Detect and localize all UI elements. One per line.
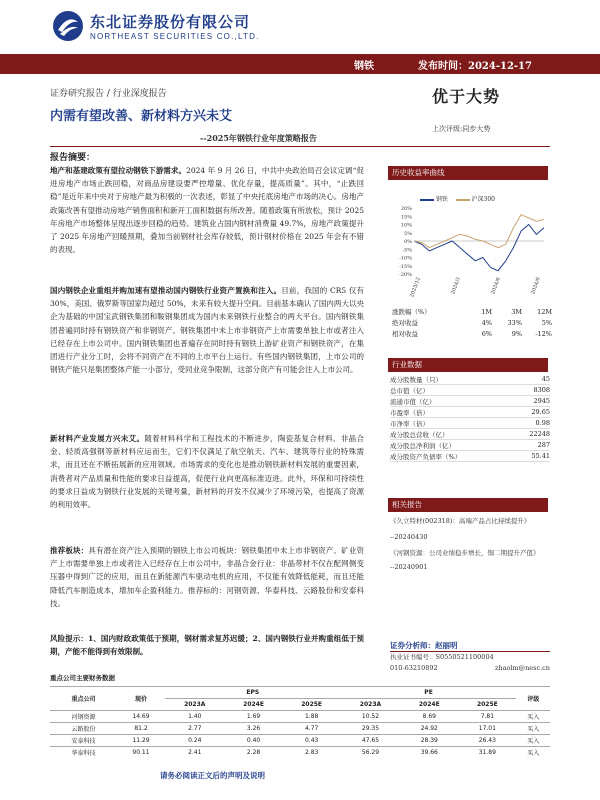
- y-tick-label: 0%: [404, 239, 412, 245]
- analyst-name: 证券分析师：赵丽明: [390, 640, 550, 652]
- report-subtitle: --2025年钢铁行业年度策略报告: [200, 133, 317, 143]
- perf-table: [392, 306, 552, 339]
- table-cell: 0.24: [165, 735, 225, 747]
- table-cell: 0.43: [283, 735, 341, 747]
- risk-text: 1、国内财政政策低于预期，钢材需求复苏迟缓；2、国内钢铁行业并购重组低于预期，产能不能得到有效限制。: [50, 634, 364, 657]
- legend-hs300: 沪深300: [471, 196, 495, 203]
- analyst-cert: 执业证书编号：S0550521100004: [390, 653, 494, 661]
- perf-col-label: 涨跌幅（%）: [392, 308, 431, 316]
- company-logo: [52, 6, 292, 46]
- table-cell: 90.11: [117, 747, 165, 759]
- perf-row: [392, 317, 552, 328]
- company-name-en: NORTHEAST SECURITIES CO.,LTD.: [90, 32, 260, 41]
- risk-warning: [50, 632, 364, 660]
- year-cell: 2023A: [165, 699, 225, 711]
- paragraph-2-lead: 国内钢铁企业重组并购加速有望推动国内钢铁行业资产置换和注入。: [50, 286, 282, 295]
- table-cell: 1.69: [225, 711, 283, 723]
- overview-key: 成分股资产负债率（%）: [390, 452, 462, 461]
- analyst-phone: 010-63210892: [390, 664, 438, 672]
- perf-cell: 5%: [541, 318, 552, 327]
- table-cell: 买入: [516, 711, 550, 723]
- table-cell: 14.69: [117, 711, 165, 723]
- overview-row: [390, 429, 550, 440]
- table-cell: 2.41: [165, 747, 225, 759]
- chart-legend: [420, 194, 495, 203]
- paragraph-3-lead: 新材料产业发展方兴未艾。: [50, 434, 145, 443]
- series-line-沪深300: [414, 215, 544, 248]
- year-cell: 2023A: [341, 699, 401, 711]
- y-tick-label: 5%: [404, 230, 412, 237]
- table-header-row: [50, 687, 550, 699]
- breadcrumb: 证券研究报告 / 行业深度报告: [50, 89, 167, 99]
- col-price: 现价: [117, 687, 165, 711]
- y-tick-label: -5%: [402, 247, 412, 254]
- perf-cell: 4%: [481, 318, 492, 327]
- overview-key: 成分股数量（只）: [390, 375, 442, 384]
- related-report-link[interactable]: 《河钢资源：公司业绩稳步增长，铜二期提升产值》: [390, 549, 540, 557]
- table-cell: 47.65: [341, 735, 401, 747]
- table-cell: 7.81: [458, 711, 516, 723]
- table-cell: 2.77: [165, 723, 225, 735]
- overview-row: [390, 407, 550, 418]
- analyst-info: [390, 640, 550, 674]
- table-cell: 26.43: [458, 735, 516, 747]
- col-company: 重点公司: [50, 687, 117, 711]
- overview-value: 45: [541, 375, 550, 383]
- analyst-email[interactable]: zhaolm@nesc.cn: [494, 664, 550, 672]
- y-tick-label: -15%: [399, 263, 412, 270]
- y-tick-label: 15%: [400, 214, 412, 221]
- divider: [50, 146, 550, 147]
- summary-heading: 报告摘要：: [50, 153, 96, 163]
- paragraph-3: [50, 432, 364, 540]
- table-cell: 10.52: [341, 711, 401, 723]
- table-cell: 31.89: [458, 747, 516, 759]
- table-cell: 买入: [516, 747, 550, 759]
- x-tick-label: 2024/9: [530, 276, 542, 296]
- table-cell: 安泰科技: [50, 735, 117, 747]
- table-cell: 17.01: [458, 723, 516, 735]
- history-return-chart: [388, 204, 548, 300]
- perf-col: 1M: [481, 307, 492, 316]
- overview-value: 0.98: [535, 419, 550, 427]
- overview-key: 市净率（倍）: [390, 419, 429, 428]
- perf-col: 3M: [511, 307, 522, 316]
- x-tick-label: 2023/12: [409, 276, 422, 299]
- perf-row: [392, 328, 552, 339]
- legend-swatch-steel: [420, 199, 434, 201]
- overview-key: 成分股总净利润（亿）: [390, 441, 455, 450]
- overview-row: [390, 374, 550, 385]
- perf-header: [392, 306, 552, 317]
- table-cell: 0.40: [225, 735, 283, 747]
- series-line-钢铁: [414, 225, 544, 271]
- overview-key: 成分股总营收（亿）: [390, 430, 449, 439]
- paragraph-3-body: 随着材料科学和工程技术的不断进步，陶瓷基复合材料、非晶合金、轻质高强钢等新材料应运而生，它们不仅满足了航空航天、汽车、建筑等行业的特殊需求，而且还在不断拓展新的应用领域。市场需求的变化也是推动钢铁新材料发展的重要因素，消费者对产品质量和性能的要求日益提高，促使行业向更高标准迈进。此外，环保和可持续性的要求日益成为钢铁行业发展的关键考量，新材料的开发不仅减少了环境污染，也提高了资源的利用效率。: [50, 434, 364, 510]
- table-row: [50, 747, 550, 759]
- table-cell: 云路股份: [50, 723, 117, 735]
- company-name-cn: 东北证券股份有限公司: [90, 13, 251, 31]
- col-eps: EPS: [165, 687, 341, 699]
- year-cell: 2025E: [283, 699, 341, 711]
- table-cell: 24.92: [400, 723, 458, 735]
- overview-key: 流通市值（亿）: [390, 397, 436, 406]
- report-title: 内需有望改善、新材料方兴未艾: [50, 109, 233, 124]
- table-cell: 买入: [516, 735, 550, 747]
- paragraph-4-lead: 推荐板块：: [50, 546, 89, 555]
- overview-value: 8308: [533, 386, 550, 394]
- legend-steel: 钢铁: [435, 196, 448, 203]
- paragraph-1-body: 2024 年 9 月 26 日，中共中央政治局召会议定调“促进房地产市场止跌回稳，对商品房建设要严控增量、优化存量，提高质量”。其中，“止跌回稳”是近年来中央对于房地产最为积极的一次表述，彰显了中央托底房地产市场的决心。房地产政策改善有望推动房地产销售面积和新开工面积数据有所改善。随着政策有所放松，预计 2025 年房地产市场整体呈现出逐步回稳的趋势。建筑业占国内钢材消费量 49.7%，房地产政策提升了 2025 年房地产回暖预期，叠加当前钢材社会库存较低，预计钢材价格在 2025 年会有不错的表现。: [50, 166, 364, 255]
- industry-label: 钢铁: [354, 61, 374, 72]
- table-cell: 11.29: [117, 735, 165, 747]
- perf-cell: 绝对收益: [392, 319, 418, 327]
- year-cell: 2025E: [458, 699, 516, 711]
- y-tick-label: -20%: [399, 272, 412, 278]
- perf-cell: 相对收益: [392, 330, 418, 338]
- overview-value: 2945: [533, 397, 550, 405]
- legend-swatch-hs300: [456, 199, 470, 201]
- overview-value: 287: [537, 441, 550, 449]
- footer-disclaimer: 请务必阅读正文后的声明及说明: [160, 771, 265, 780]
- perf-cell: 33%: [507, 318, 522, 327]
- risk-label: 风险提示：: [50, 634, 88, 643]
- table-cell: 4.77: [283, 723, 341, 735]
- related-title: 相关报告: [388, 498, 548, 512]
- col-rating: 评级: [516, 687, 550, 711]
- y-tick-label: 20%: [400, 206, 412, 212]
- table-cell: 买入: [516, 723, 550, 735]
- table-row: [50, 723, 550, 735]
- overview-value: 22248: [529, 430, 550, 438]
- overview-row: [390, 385, 550, 396]
- overview-row: [390, 396, 550, 407]
- col-pe: PE: [341, 687, 517, 699]
- perf-col: 12M: [537, 307, 552, 316]
- financial-table: [50, 686, 550, 759]
- table-row: [50, 711, 550, 723]
- paragraph-1-lead: 地产和基建政策有望拉动钢铁下游需求。: [50, 166, 187, 175]
- year-cell: 2024E: [225, 699, 283, 711]
- table-cell: 华泰科技: [50, 747, 117, 759]
- table-cell: 3.26: [225, 723, 283, 735]
- overview-row: [390, 451, 550, 462]
- overview-value: 55.41: [531, 452, 550, 460]
- perf-cell: 9%: [511, 329, 522, 338]
- overview-key: 市盈率（倍）: [390, 408, 429, 417]
- paragraph-4-body: 具有潜在资产注入预期的钢铁上市公司板块：钢铁集团中未上市非钢资产、矿业资产上市需要单独上市或者注入已经存在上市公司中。非晶合金行业：非晶带材不仅在配网侧变压器中得到广泛的应用，而且在新能源汽车驱动电机的应用，不仅能有效降低能耗，而且还能降低汽车制造成本，增加车企盈利能力。推荐标的：河钢资源、华泰科技、云路股份和安泰科技。: [50, 546, 364, 608]
- x-tick-label: 2024/3: [450, 276, 462, 296]
- year-cell: 2024E: [400, 699, 458, 711]
- paragraph-1: [50, 164, 364, 272]
- overview-title: 行业数据: [388, 358, 548, 372]
- table-cell: 8.69: [400, 711, 458, 723]
- rating: 优于大势: [432, 87, 501, 106]
- publish-date: 发布时间：2024-12-17: [418, 61, 532, 72]
- table-cell: 56.29: [341, 747, 401, 759]
- table-cell: 28.39: [400, 735, 458, 747]
- related-report-link[interactable]: 《久立特材(002318)：高端产品占比持续提升》: [390, 517, 531, 525]
- overview-key: 总市值（亿）: [390, 386, 429, 395]
- table-caption: 重点公司主要财务数据: [50, 674, 115, 682]
- overview-row: [390, 440, 550, 451]
- overview-row: [390, 418, 550, 429]
- x-tick-label: 2024/6: [490, 276, 502, 296]
- related-reports: [390, 516, 550, 572]
- related-report-date: --20240901: [390, 563, 428, 571]
- table-cell: 1.40: [165, 711, 225, 723]
- related-report-date: --20240430: [390, 533, 428, 541]
- y-tick-label: -10%: [399, 255, 412, 262]
- perf-cell: -12%: [535, 329, 552, 338]
- paragraph-2: [50, 284, 364, 424]
- previous-rating: 上次评级:同步大势: [432, 125, 491, 133]
- analyst-contact: [390, 663, 550, 674]
- y-tick-label: 10%: [400, 222, 412, 229]
- perf-cell: 6%: [481, 329, 492, 338]
- table-cell: 2.28: [225, 747, 283, 759]
- paragraph-2-body: 目前，我国的 CR5 仅有 30%，美国、俄罗斯等国家均超过 50%，未来有较大提升空间。目前基本确认了国内两大以央企为基础的中国宝武钢铁集团和鞍钢集团成为国内未来钢铁行业整合的两大平台。国内钢铁集团普遍同时持有钢铁资产和非钢资产。钢铁集团中未上市非钢资产上市需要单独上市或者注入已经存在上市公司中。国内钢铁集团也普遍存在同时持有钢铁上游矿业资产和钢铁资产，在集团进行产业分工时，会将不同资产在不同的上市平台上运行。有些国内钢铁集团，上市公司的钢铁产能只是集团整体产能一小部分，受同业竞争限制，这部分资产有可能会注入上市公司。: [50, 286, 364, 375]
- table-row: [50, 735, 550, 747]
- paragraph-4: [50, 544, 364, 628]
- table-cell: 2.83: [283, 747, 341, 759]
- table-cell: 81.2: [117, 723, 165, 735]
- top-banner: [0, 54, 600, 74]
- table-cell: 河钢资源: [50, 711, 117, 723]
- table-cell: 39.66: [400, 747, 458, 759]
- logo-icon: [52, 10, 84, 42]
- table-cell: 29.35: [341, 723, 401, 735]
- overview-table: [390, 374, 550, 462]
- table-cell: 1.88: [283, 711, 341, 723]
- perf-chart-title: 历史收益率曲线: [388, 166, 548, 180]
- overview-value: 29.65: [531, 408, 550, 416]
